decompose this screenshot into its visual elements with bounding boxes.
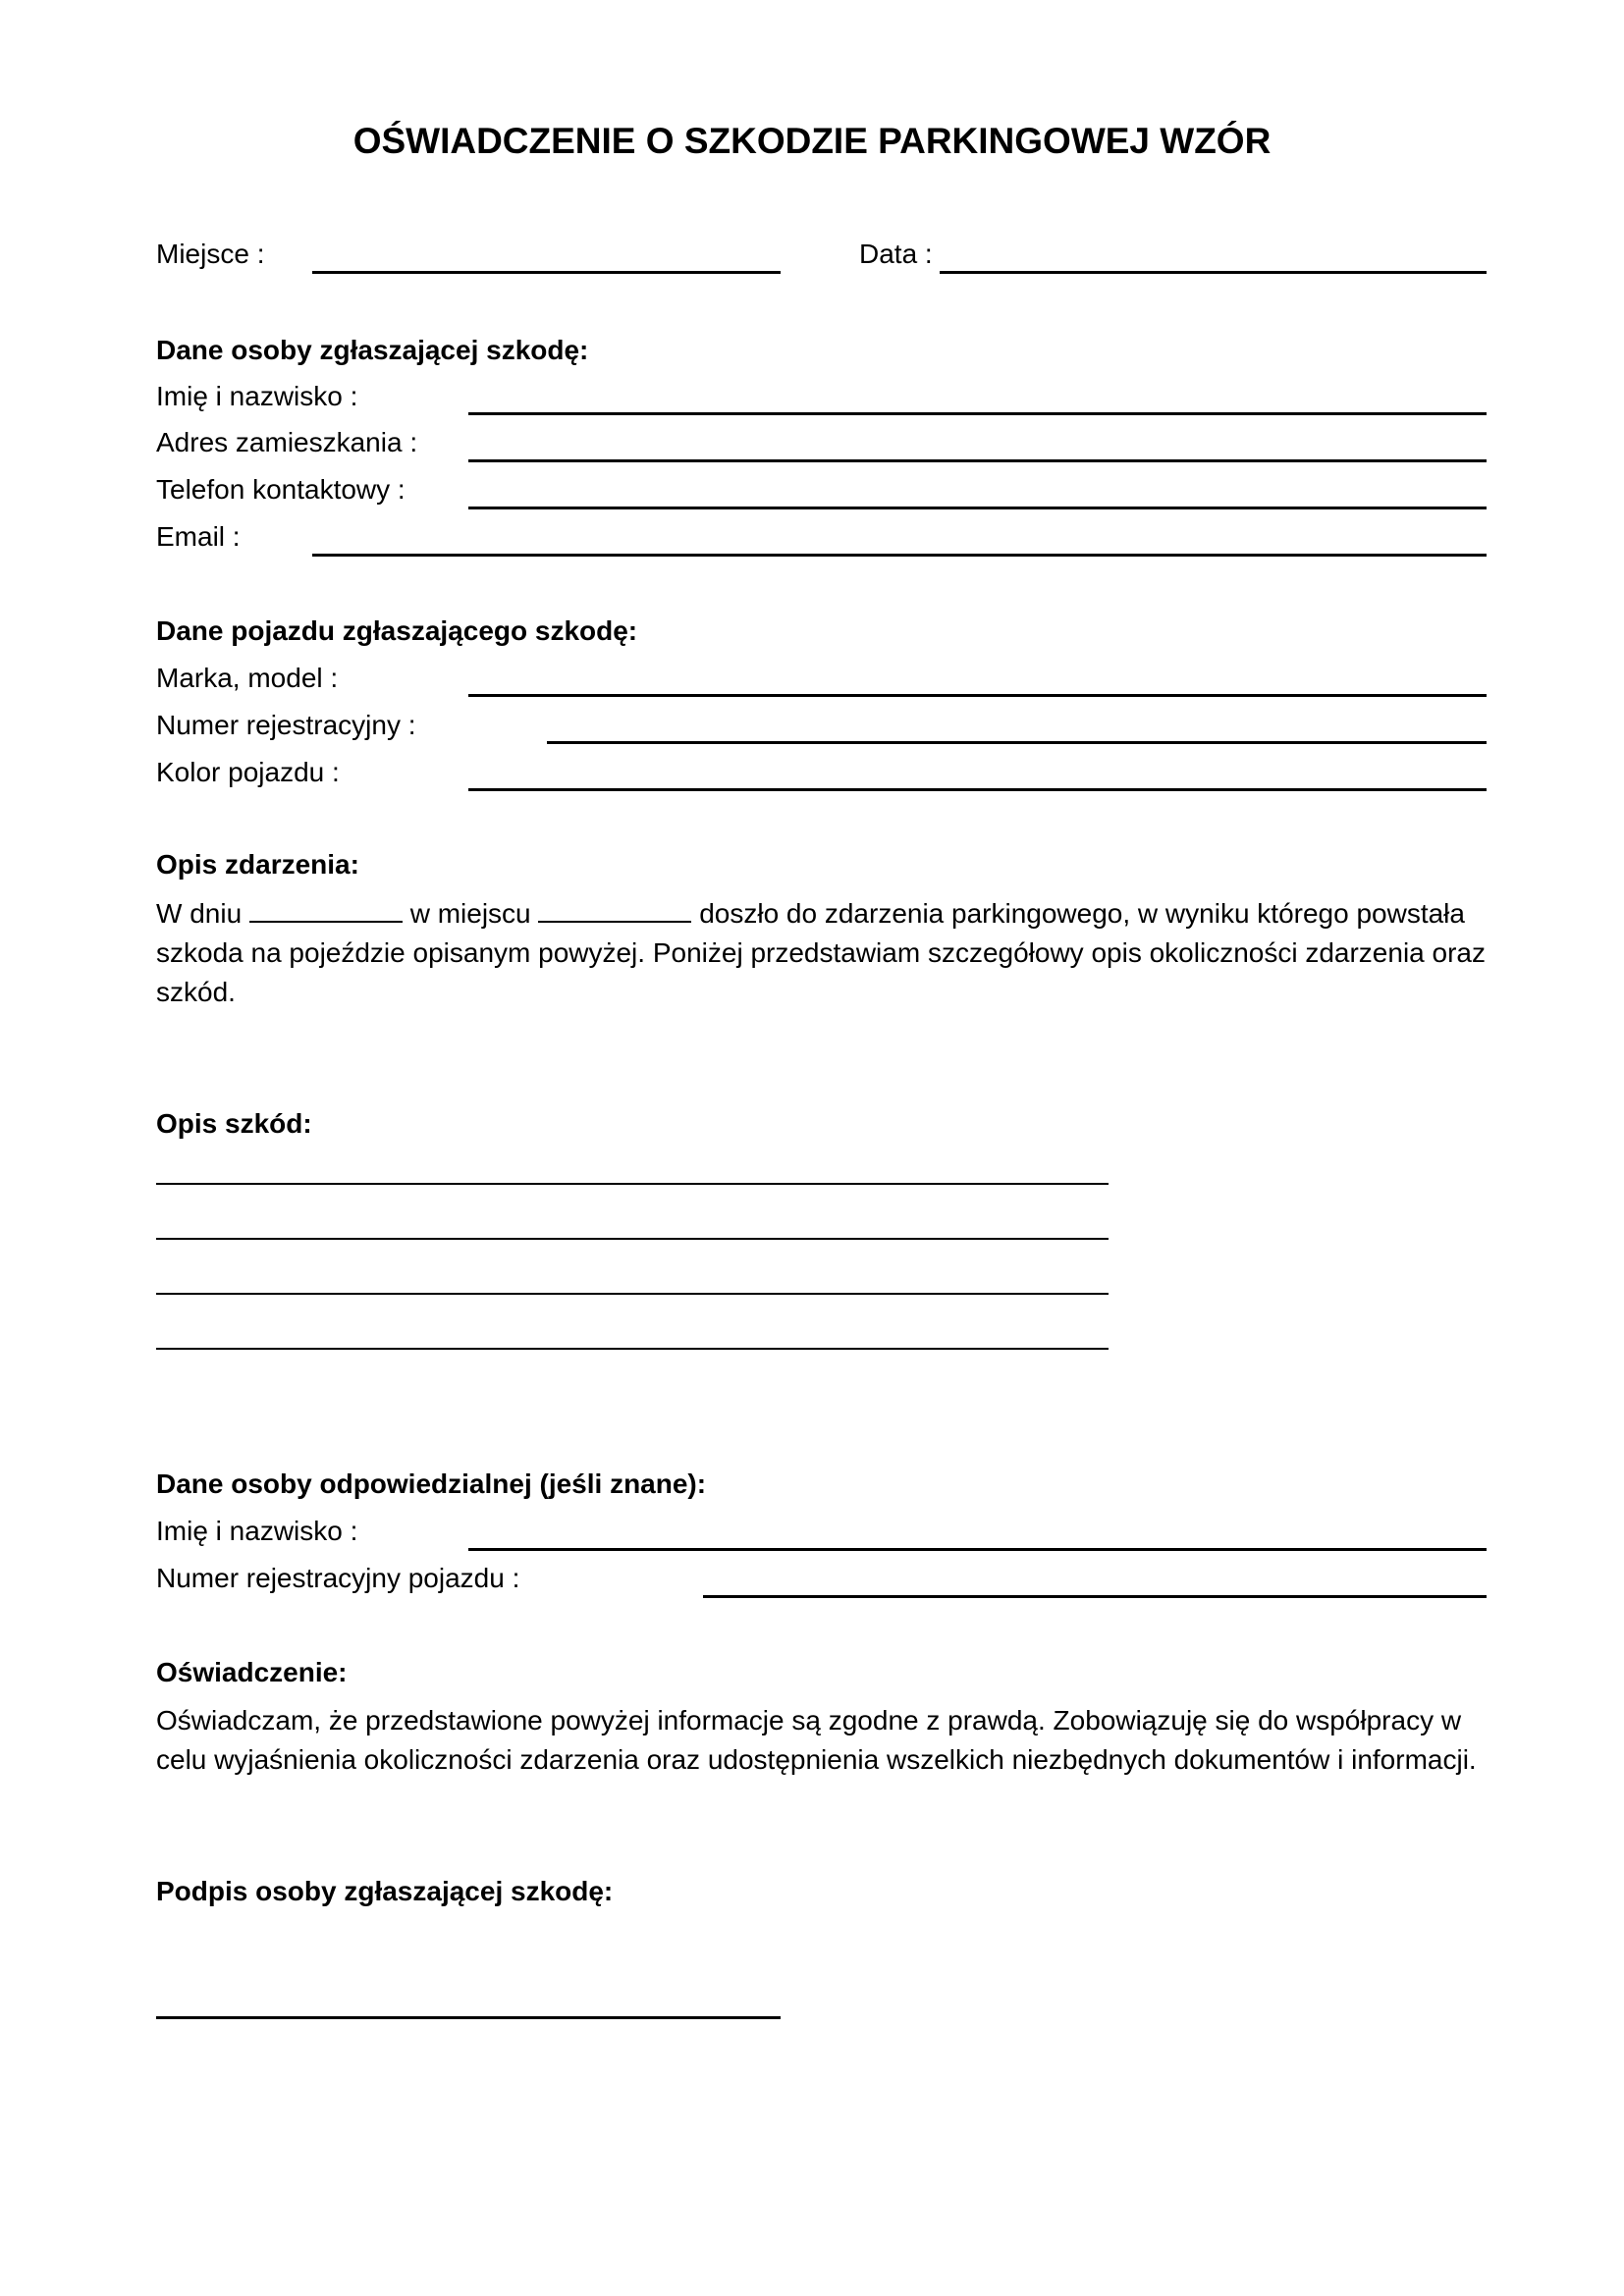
statement-heading: Oświadczenie: bbox=[156, 1657, 348, 1687]
signature-heading: Podpis osoby zgłaszającej szkodę: bbox=[156, 1876, 614, 1906]
responsible-heading: Dane osoby odpowiedzialnej (jeśli znane): bbox=[156, 1468, 707, 1499]
reporter-heading: Dane osoby zgłaszającej szkodę: bbox=[156, 335, 589, 365]
event-paragraph bbox=[156, 894, 1491, 1012]
responsible-plate-label: Numer rejestracyjny pojazdu : bbox=[156, 1563, 520, 1593]
event-in-place-text: w miejscu bbox=[409, 898, 531, 929]
responsible-plate-field[interactable] bbox=[703, 1595, 1487, 1598]
event-on-day-text: W dniu bbox=[156, 898, 243, 929]
date-field[interactable] bbox=[940, 271, 1487, 274]
reporter-phone-field[interactable] bbox=[468, 507, 1487, 509]
page-title: OŚWIADCZENIE O SZKODZIE PARKINGOWEJ WZÓR bbox=[352, 121, 1272, 161]
reporter-phone-label: Telefon kontaktowy : bbox=[156, 474, 406, 505]
event-rest-text: doszło do zdarzenia parkingowego, w wyniku którego powstała szkoda na pojeździe opisanym powyżej. Poniżej przedstawiam szczegółowy opis okoliczności zdarzenia oraz szkód. bbox=[156, 898, 1486, 1007]
reporter-address-field[interactable] bbox=[468, 459, 1487, 462]
event-place-blank[interactable] bbox=[538, 897, 691, 923]
damages-line[interactable] bbox=[156, 1293, 1109, 1295]
responsible-name-field[interactable] bbox=[468, 1548, 1487, 1551]
vehicle-color-field[interactable] bbox=[468, 788, 1487, 791]
reporter-name-label: Imię i nazwisko : bbox=[156, 381, 358, 411]
damages-line[interactable] bbox=[156, 1183, 1109, 1185]
place-label: Miejsce : bbox=[156, 239, 265, 269]
vehicle-plate-field[interactable] bbox=[547, 741, 1487, 744]
vehicle-make-label: Marka, model : bbox=[156, 663, 339, 693]
vehicle-color-label: Kolor pojazdu : bbox=[156, 757, 340, 787]
damages-line[interactable] bbox=[156, 1238, 1109, 1240]
place-field[interactable] bbox=[312, 271, 781, 274]
reporter-email-label: Email : bbox=[156, 521, 241, 552]
responsible-name-label: Imię i nazwisko : bbox=[156, 1516, 358, 1546]
reporter-email-field[interactable] bbox=[312, 554, 1487, 557]
statement-text: Oświadczam, że przedstawione powyżej informacje są zgodne z prawdą. Zobowiązuję się do współpracy w celu wyjaśnienia okoliczności zdarzenia oraz udostępnienia wszelkich niezbędnych dokumentów i informacji. bbox=[156, 1705, 1477, 1775]
vehicle-plate-label: Numer rejestracyjny : bbox=[156, 710, 416, 740]
signature-field[interactable] bbox=[156, 2016, 781, 2019]
damages-heading: Opis szkód: bbox=[156, 1108, 312, 1139]
event-heading: Opis zdarzenia: bbox=[156, 849, 359, 880]
reporter-name-field[interactable] bbox=[468, 412, 1487, 415]
date-label: Data : bbox=[859, 239, 933, 269]
vehicle-heading: Dane pojazdu zgłaszającego szkodę: bbox=[156, 615, 638, 646]
vehicle-make-field[interactable] bbox=[468, 694, 1487, 697]
damages-line[interactable] bbox=[156, 1348, 1109, 1350]
reporter-address-label: Adres zamieszkania : bbox=[156, 427, 418, 457]
event-date-blank[interactable] bbox=[249, 897, 403, 923]
